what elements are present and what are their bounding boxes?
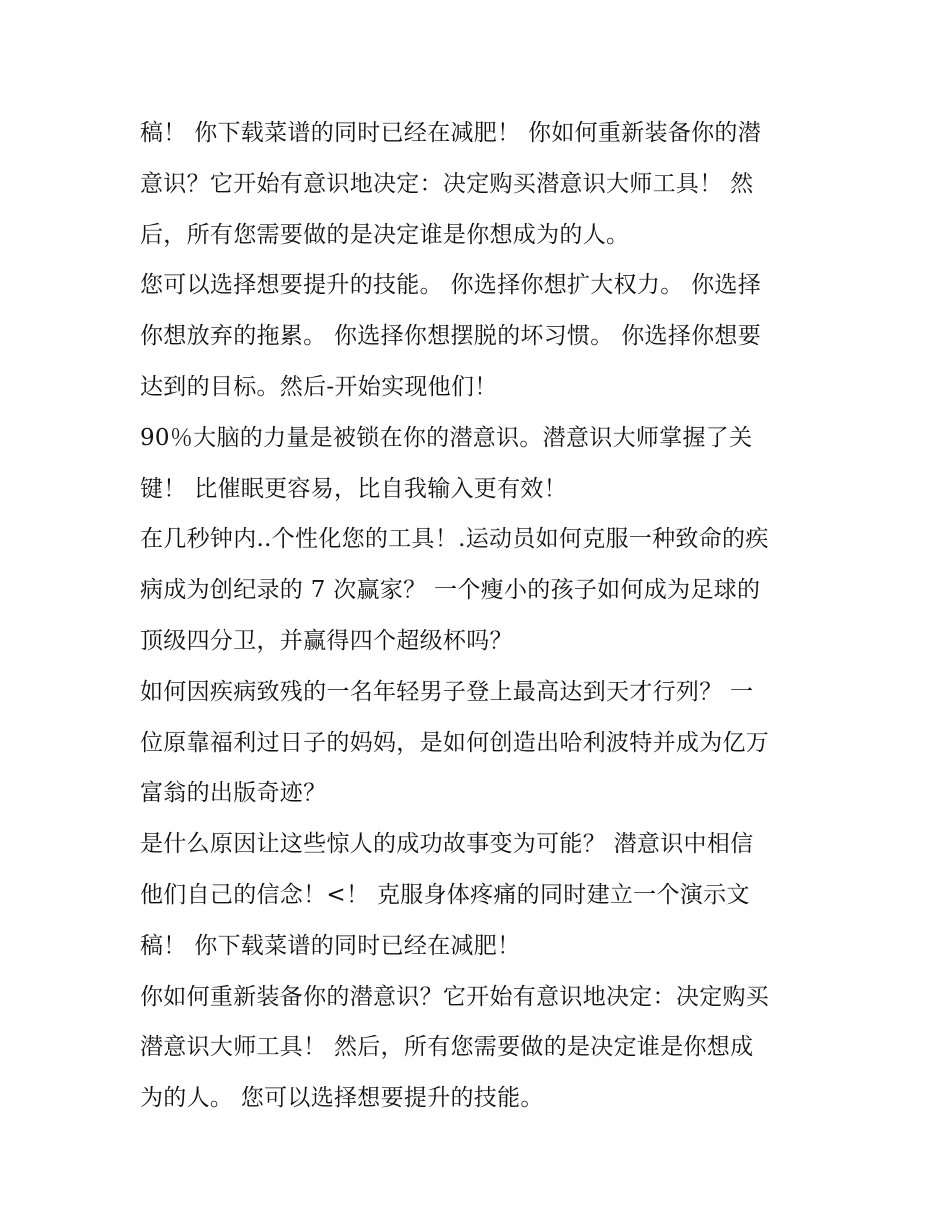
text-line-4: 您可以选择想要提升的技能。 你选择你想扩大权力。 你选择 [140,272,762,299]
text-line-14: 富翁的出版奇迹？ [140,780,327,807]
text-line-1: 稿！ 你下载菜谱的同时已经在减肥！ 你如何重新装备你的潜 [140,120,762,146]
text-line-12: 如何因疾病致残的一名年轻男子登上最高达到天才行列？ 一 [140,678,754,705]
text-line-13: 位原靠福利过日子的妈妈，是如何创造出哈利波特并成为亿万 [140,729,770,756]
text-line-20: 为的人。 您可以选择想要提升的技能。 [140,1085,544,1112]
text-line-3: 后，所有您需要做的是决定谁是你想成为的人。 [140,221,630,248]
text-line-7: 90％大脑的力量是被锁在你的潜意识。潜意识大师掌握了关 [140,424,753,451]
text-line-11: 顶级四分卫，并赢得四个超级杯吗？ [140,627,513,654]
text-line-5: 你想放弃的拖累。 你选择你想摆脱的坏习惯。 你选择你想要 [140,323,762,350]
text-line-15: 是什么原因让这些惊人的成功故事变为可能？ 潜意识中相信 [140,831,754,858]
text-line-10: 病成为创纪录的 7 次赢家？ 一个瘦小的孩子如何成为足球的 [140,577,761,604]
document-body [140,108,820,1124]
text-line-9: 在几秒钟内..个性化您的工具！.运动员如何克服一种致命的疾 [140,526,769,553]
text-line-8: 键！ 比催眠更容易，比自我输入更有效！ [140,475,568,502]
text-line-16: 他们自己的信念！<！ 克服身体疼痛的同时建立一个演示文 [140,881,750,908]
text-line-18: 你如何重新装备你的潜意识？它开始有意识地决定：决定购买 [140,983,770,1010]
text-line-17: 稿！ 你下载菜谱的同时已经在减肥！ [140,932,521,959]
text-line-19: 潜意识大师工具！ 然后，所有您需要做的是决定谁是你想成 [140,1034,754,1061]
text-line-6: 达到的目标。然后-开始实现他们！ [140,373,498,400]
text-line-2: 意识？它开始有意识地决定：决定购买潜意识大师工具！ 然 [140,170,754,197]
